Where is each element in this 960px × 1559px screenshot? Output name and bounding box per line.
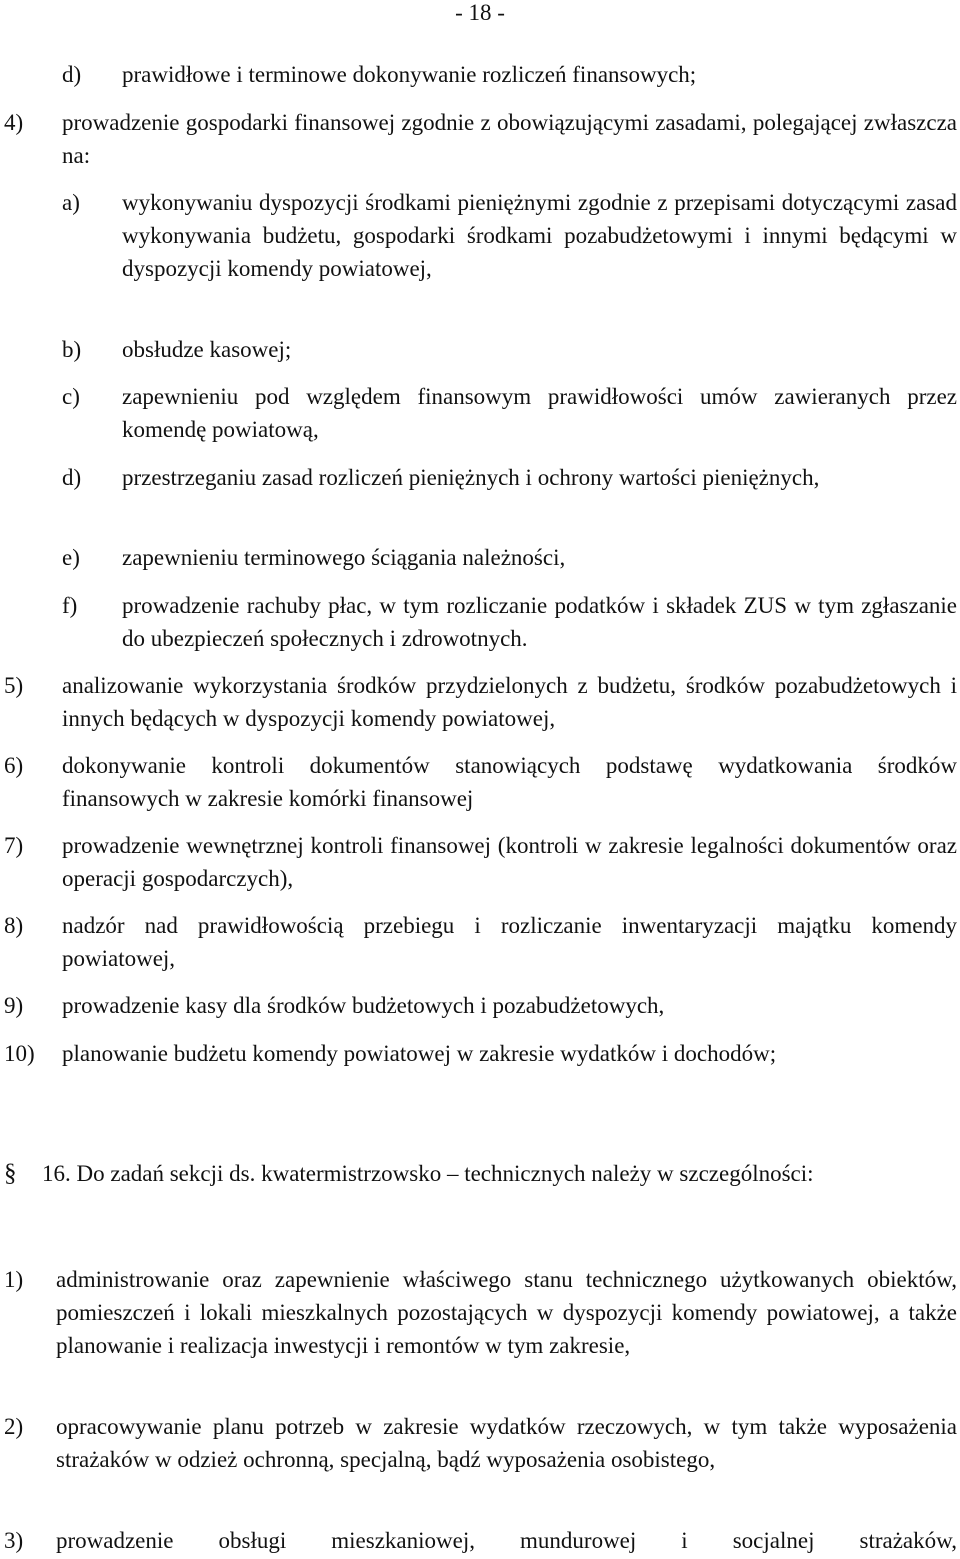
sub-item [62,589,957,655]
sub-item [62,333,957,366]
item-text: prowadzenie obsługi mieszkaniowej, mundurowej i socjalnej strażaków, [56,1528,957,1553]
list-item [4,1037,957,1070]
item-label: 5) [4,673,24,698]
item-text: zapewnieniu terminowego ściągania należności, [122,545,566,570]
item-text: wykonywaniu dyspozycji środkami pieniężnymi zgodnie z przepisami dotyczącymi zasad wykonywania budżetu, gospodarki środkami pozabudżetowymi i innymi będącymi w dyspozycji komendy powiatowej, [122,190,957,281]
list-item [4,1263,957,1362]
list-item [4,909,957,975]
section-heading-text: 16. Do zadań sekcji ds. kwatermistrzowsko – technicznych należy w szczególności: [42,1161,814,1186]
item-text: planowanie budżetu komendy powiatowej w zakresie wydatków i dochodów; [62,1041,777,1066]
item-label: 2) [4,1414,24,1439]
item-text: dokonywanie kontroli dokumentów stanowiących podstawę wydatkowania środków finansowych w zakresie komórki finansowej [62,753,957,811]
item-text: przestrzeganiu zasad rozliczeń pieniężnych i ochrony wartości pieniężnych, [122,465,820,490]
item-label: 6) [4,753,24,778]
item-text: nadzór nad prawidłowością przebiegu i rozliczanie inwentaryzacji majątku komendy powiatowej, [62,913,957,971]
item-label: 10) [4,1041,35,1066]
item-text: prowadzenie gospodarki finansowej zgodnie z obowiązującymi zasadami, polegającej zwłaszcza na: [62,110,957,168]
item-text: prowadzenie rachuby płac, w tym rozliczanie podatków i składek ZUS w tym zgłaszanie do ubezpieczeń społecznych i zdrowotnych. [122,593,957,651]
item-label: b) [62,337,82,362]
list-item [4,669,957,735]
item-label: 7) [4,833,24,858]
list-item [62,58,957,91]
page-number: - 18 - [455,0,505,25]
item-text: prowadzenie kasy dla środków budżetowych i pozabudżetowych, [62,993,665,1018]
item-label: 4) [4,110,24,135]
item-label: 8) [4,913,24,938]
list-item [4,829,957,895]
item-text: obsłudze kasowej; [122,337,292,362]
item-text: opracowywanie planu potrzeb w zakresie wydatków rzeczowych, w tym także wyposażenia strażaków w odzież ochronną, specjalną, bądź wyposażenia osobistego, [56,1414,957,1472]
list-item [4,1410,957,1476]
sub-item [62,186,957,285]
item-text: zapewnieniu pod względem finansowym prawidłowości umów zawieranych przez komendę powiatową, [122,384,957,442]
item-label: e) [62,545,80,570]
sub-item [62,461,957,494]
item-label: c) [62,384,80,409]
sub-item [62,380,957,446]
sub-item [62,541,957,574]
section-symbol: § [4,1160,17,1187]
item-label: 3) [4,1528,24,1553]
item-text: prowadzenie wewnętrznej kontroli finansowej (kontroli w zakresie legalności dokumentów oraz operacji gospodarczych), [62,833,957,891]
item-text: analizowanie wykorzystania środków przydzielonych z budżetu, środków pozabudżetowych i innych będących w dyspozycji komendy powiatowej, [62,673,957,731]
item-label: d) [62,62,82,87]
item-label: d) [62,465,82,490]
list-item [4,106,957,172]
item-label: a) [62,190,80,215]
list-item [4,1524,957,1557]
item-text: administrowanie oraz zapewnienie właściwego stanu technicznego użytkowanych obiektów, pomieszczeń i lokali mieszkalnych pozostających w dyspozycji komendy powiatowej, a także planowanie i realizacja inwestycji i remontów w tym zakresie, [56,1267,957,1358]
item-label: 9) [4,993,24,1018]
section-paragraph [4,1157,957,1190]
item-text: prawidłowe i terminowe dokonywanie rozliczeń finansowych; [122,62,697,87]
list-item [4,989,957,1022]
item-label: f) [62,593,78,618]
item-label: 1) [4,1267,24,1292]
list-item [4,749,957,815]
